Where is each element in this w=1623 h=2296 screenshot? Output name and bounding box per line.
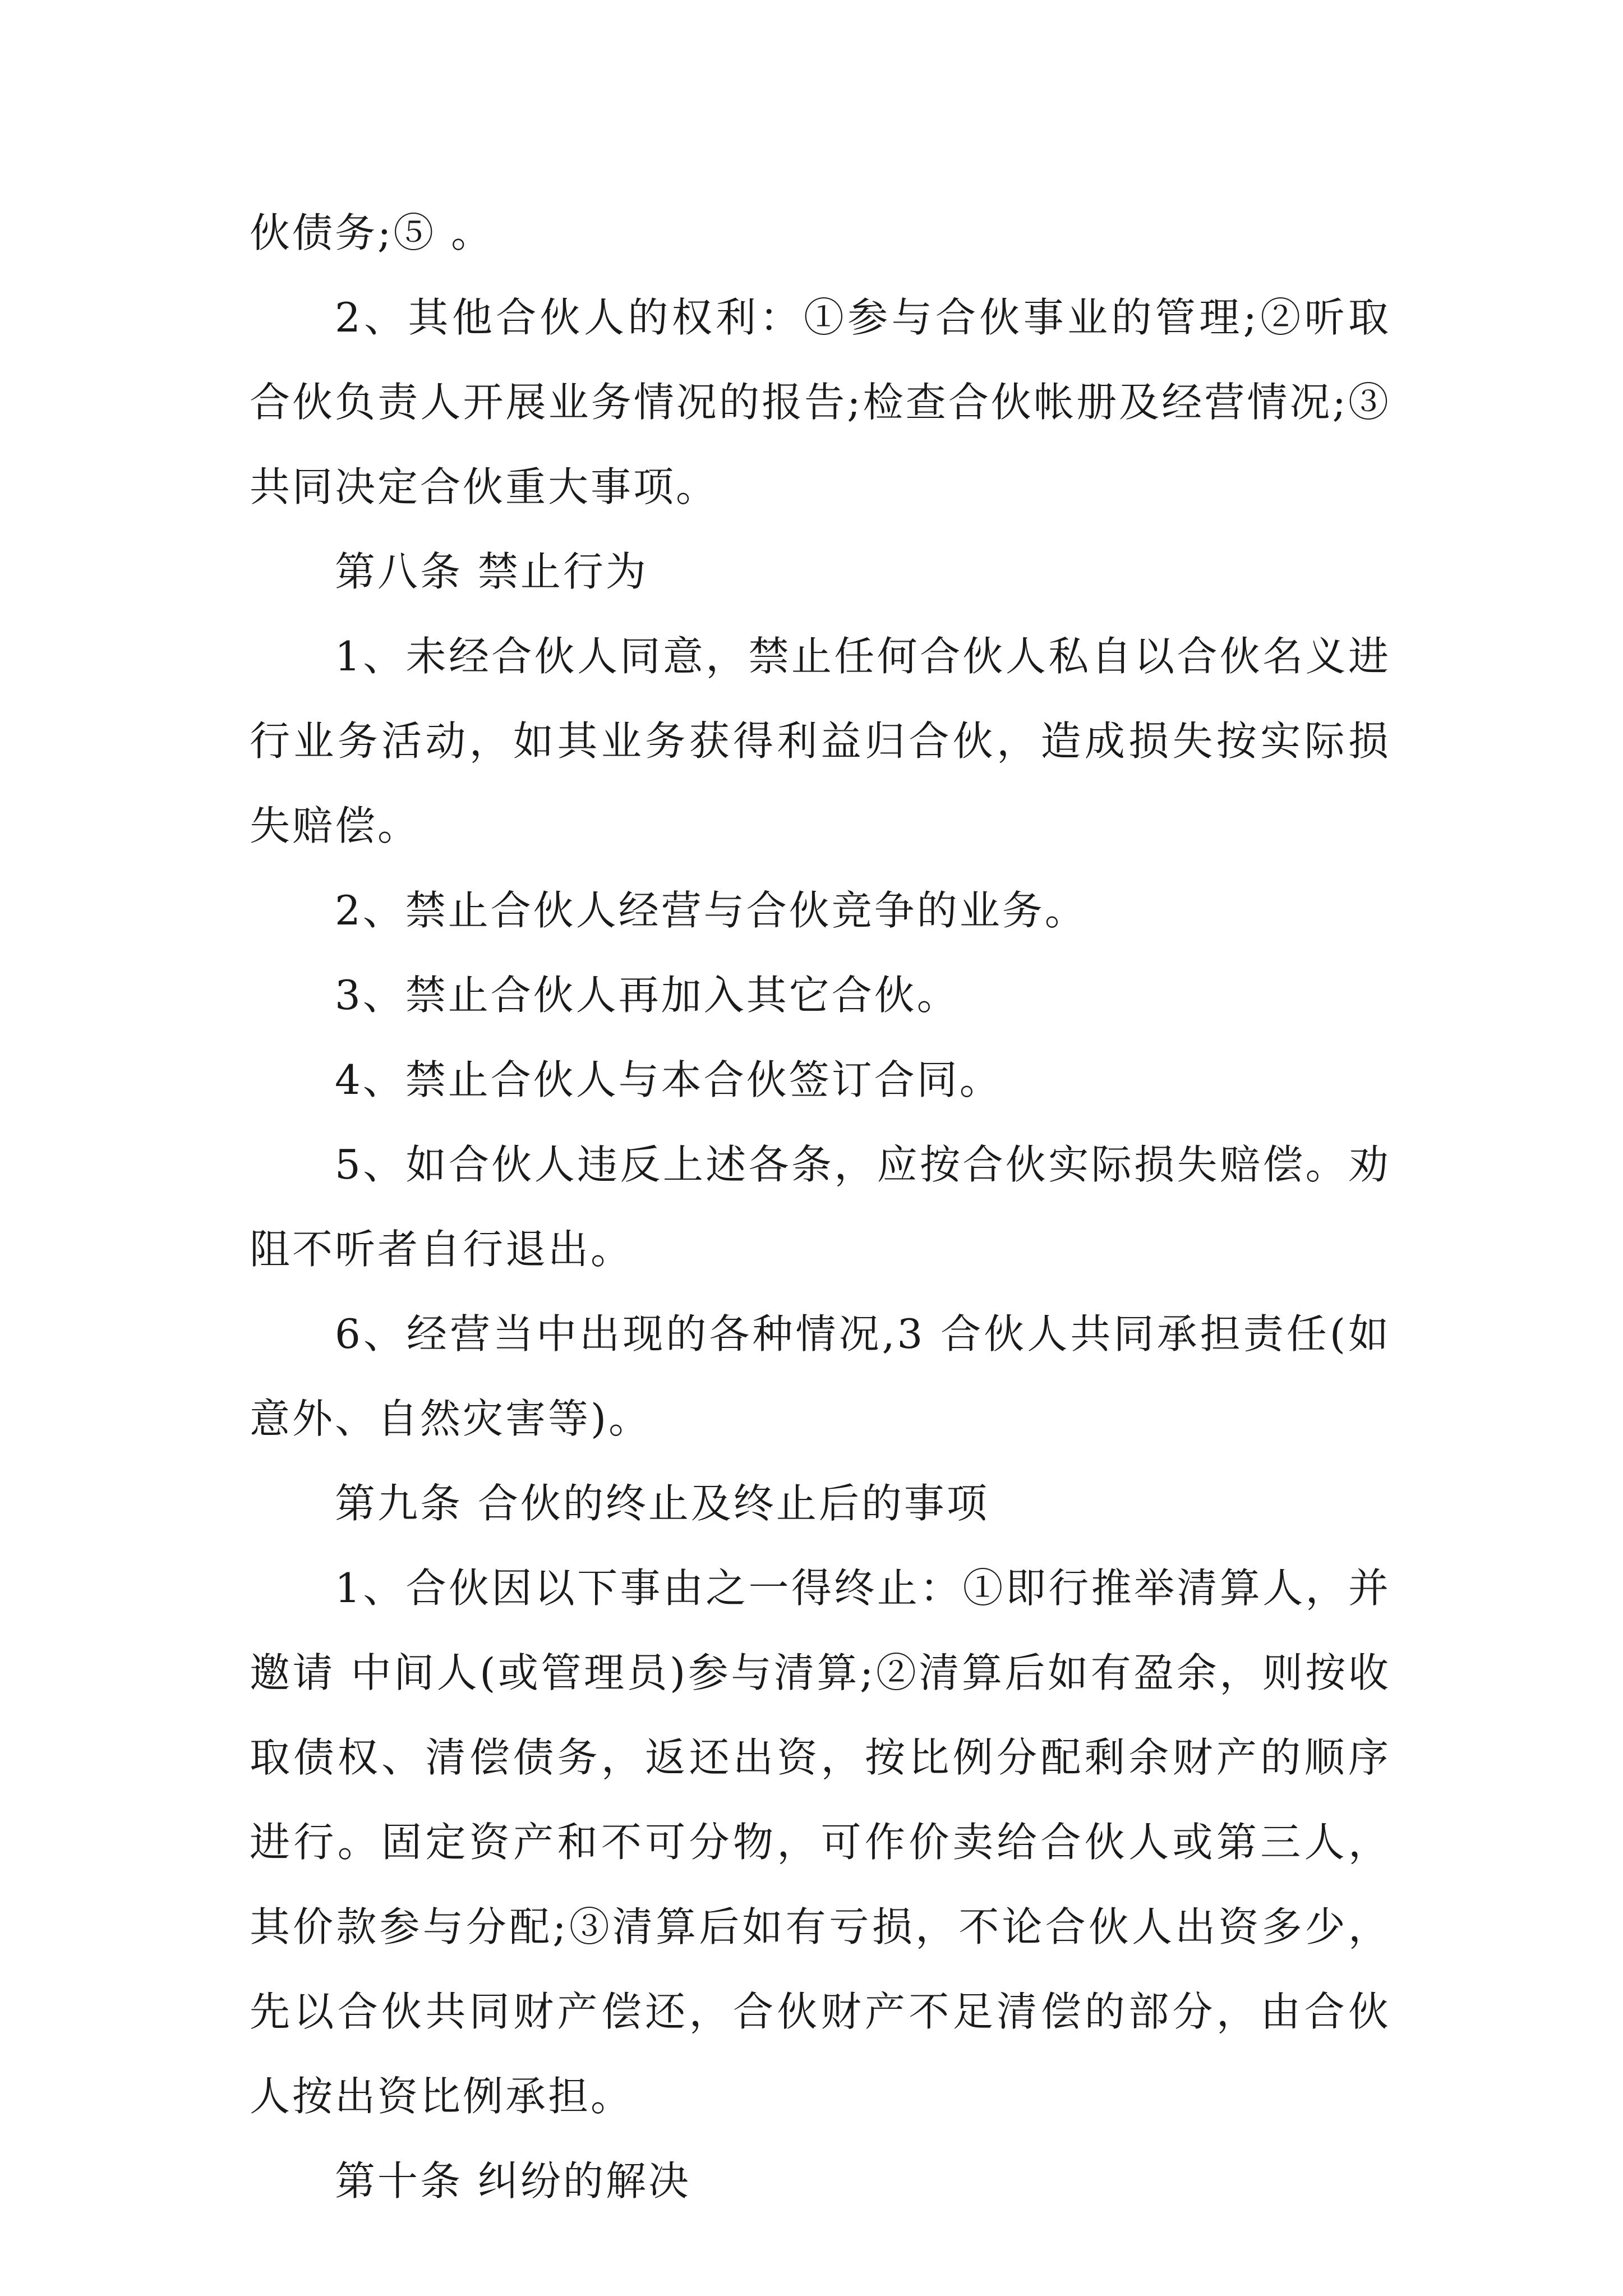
paragraph-continuation: 伙债务;⑤ 。 [250, 209, 494, 256]
paragraph-prohibition-6: 6、经营当中出现的各种情况,3 合伙人共同承担责任(如意外、自然灾害等)。 [250, 1310, 1391, 1442]
paragraph-prohibition-1: 1、未经合伙人同意，禁止任何合伙人私自以合伙名义进行业务活动，如其业务获得利益归合伙，造成损失按实际损失赔偿。 [250, 633, 1391, 849]
heading-article-10: 第十条 纠纷的解决 [335, 2157, 691, 2205]
paragraph-termination-1: 1、合伙因以下事由之一得终止：①即行推举清算人，并邀请 中间人(或管理员)参与清算;②清算后如有盈余，则按收取债权、清偿债务，返还出资，按比例分配剩余财产的顺序进行。固定资产和不可分物，可作价卖给合伙人或第三人，其价款参与分配;③清算后如有亏损，不论合伙人出资多少，先以合伙共同财产偿还，合伙财产不足清偿的部分，由合伙人按出资比例承担。 [250, 1565, 1391, 2120]
document-body [250, 191, 1391, 2224]
heading-article-9: 第九条 合伙的终止及终止后的事项 [335, 1480, 989, 1527]
paragraph-prohibition-5: 5、如合伙人违反上述各条，应按合伙实际损失赔偿。劝阻不听者自行退出。 [250, 1141, 1391, 1273]
paragraph-prohibition-3: 3、禁止合伙人再加入其它合伙。 [335, 972, 960, 1019]
heading-article-8: 第八条 禁止行为 [335, 548, 648, 595]
paragraph-partner-rights: 2、其他合伙人的权利：①参与合伙事业的管理;②听取合伙负责人开展业务情况的报告;检查合伙帐册及经营情况;③共同决定合伙重大事项。 [250, 294, 1391, 510]
paragraph-prohibition-2: 2、禁止合伙人经营与合伙竞争的业务。 [335, 887, 1087, 934]
paragraph-prohibition-4: 4、禁止合伙人与本合伙签订合同。 [335, 1056, 1002, 1103]
